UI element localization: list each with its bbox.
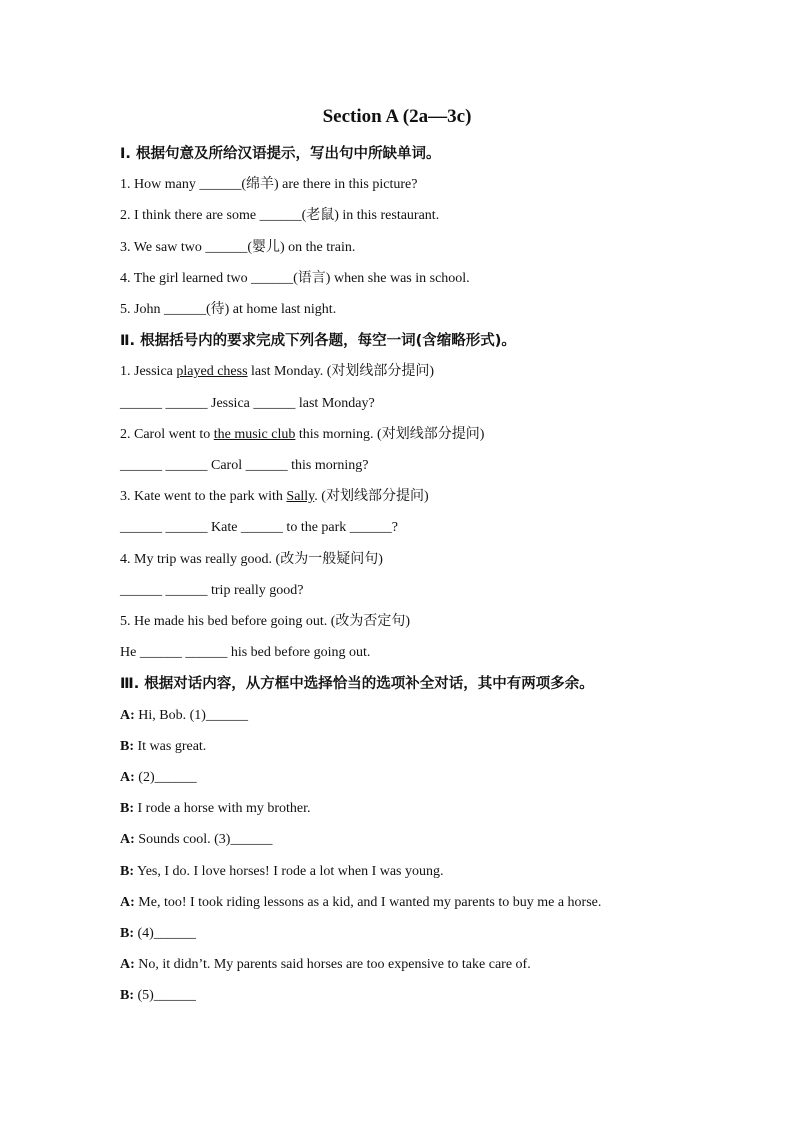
q1-underlined: played chess — [176, 364, 248, 379]
dialogue-text: Hi, Bob. (1)______ — [134, 708, 248, 723]
speaker-label: B: — [120, 739, 134, 754]
dialogue-line — [120, 955, 531, 975]
speaker-label: A: — [120, 708, 135, 723]
part2-question-5: 5. He made his bed before going out. (改为否定句) — [120, 614, 411, 629]
q2-underlined: the music club — [213, 427, 296, 442]
dialogue-line — [120, 706, 248, 726]
dialogue-line — [120, 737, 206, 757]
part1-item-2: 2. I think there are some ______(老鼠) in this restaurant. — [120, 208, 440, 223]
part3-heading: Ⅲ. 根据对话内容，从方框中选择恰当的选项补全对话，其中有两项多余。 — [120, 676, 594, 692]
dialogue-text: Me, too! I took riding lessons as a kid, and I wanted my parents to buy me a horse. — [134, 895, 602, 910]
part1-heading: Ⅰ. 根据句意及所给汉语提示，写出句中所缺单词。 — [120, 146, 441, 162]
speaker-label: B: — [120, 864, 134, 879]
dialogue-text: (4)______ — [134, 926, 196, 941]
dialogue-line — [120, 830, 272, 850]
dialogue-line — [120, 862, 444, 882]
dialogue-line — [120, 893, 601, 913]
q3-prefix: 3. Kate went to the park with — [120, 489, 287, 504]
part1-item-3: 3. We saw two ______(婴儿) on the train. — [120, 240, 356, 255]
dialogue-text: It was great. — [134, 739, 207, 754]
dialogue-line — [120, 768, 197, 788]
part2-answer-1: ______ ______ Jessica ______ last Monday? — [120, 396, 375, 411]
part2-heading: Ⅱ. 根据括号内的要求完成下列各题，每空一词(含缩略形式)。 — [120, 333, 516, 349]
speaker-label: B: — [120, 926, 134, 941]
dialogue-text: No, it didn’t. My parents said horses are too expensive to take care of. — [134, 957, 531, 972]
q1-suffix: last Monday. (对划线部分提问) — [247, 364, 435, 379]
speaker-label: A: — [120, 832, 135, 847]
part1-item-5: 5. John ______(待) at home last night. — [120, 302, 337, 317]
dialogue-text: Yes, I do. I love horses! I rode a lot when I was young. — [134, 864, 444, 879]
dialogue-text: (2)______ — [134, 770, 197, 785]
dialogue-text: Sounds cool. (3)______ — [134, 832, 273, 847]
part2-question-1 — [120, 362, 434, 382]
part1-item-4: 4. The girl learned two ______(语言) when she was in school. — [120, 271, 470, 286]
part2-question-3 — [120, 487, 429, 507]
q1-prefix: 1. Jessica — [120, 364, 177, 379]
part2-question-4: 4. My trip was really good. (改为一般疑问句) — [120, 552, 383, 567]
dialogue-line — [120, 986, 196, 1006]
part2-answer-3: ______ ______ Kate ______ to the park ______? — [120, 520, 399, 535]
speaker-label: A: — [120, 770, 135, 785]
part2-answer-4: ______ ______ trip really good? — [120, 583, 304, 598]
part1-item-1: 1. How many ______(绵羊) are there in this picture? — [120, 177, 418, 192]
dialogue-line — [120, 924, 196, 944]
speaker-label: A: — [120, 957, 135, 972]
part2-question-2 — [120, 425, 484, 445]
speaker-label: B: — [120, 988, 134, 1003]
part2-answer-5: He ______ ______ his bed before going out. — [120, 645, 371, 660]
part2-answer-2: ______ ______ Carol ______ this morning? — [120, 458, 369, 473]
q2-prefix: 2. Carol went to — [120, 427, 214, 442]
dialogue-text: (5)______ — [134, 988, 196, 1003]
q3-underlined: Sally — [286, 489, 315, 504]
q2-suffix: this morning. (对划线部分提问) — [295, 427, 485, 442]
q3-suffix: . (对划线部分提问) — [314, 489, 429, 504]
dialogue-line — [120, 799, 311, 819]
page-title: Section A (2a—3c) — [322, 106, 472, 127]
speaker-label: A: — [120, 895, 135, 910]
dialogue-text: I rode a horse with my brother. — [134, 801, 311, 816]
speaker-label: B: — [120, 801, 134, 816]
